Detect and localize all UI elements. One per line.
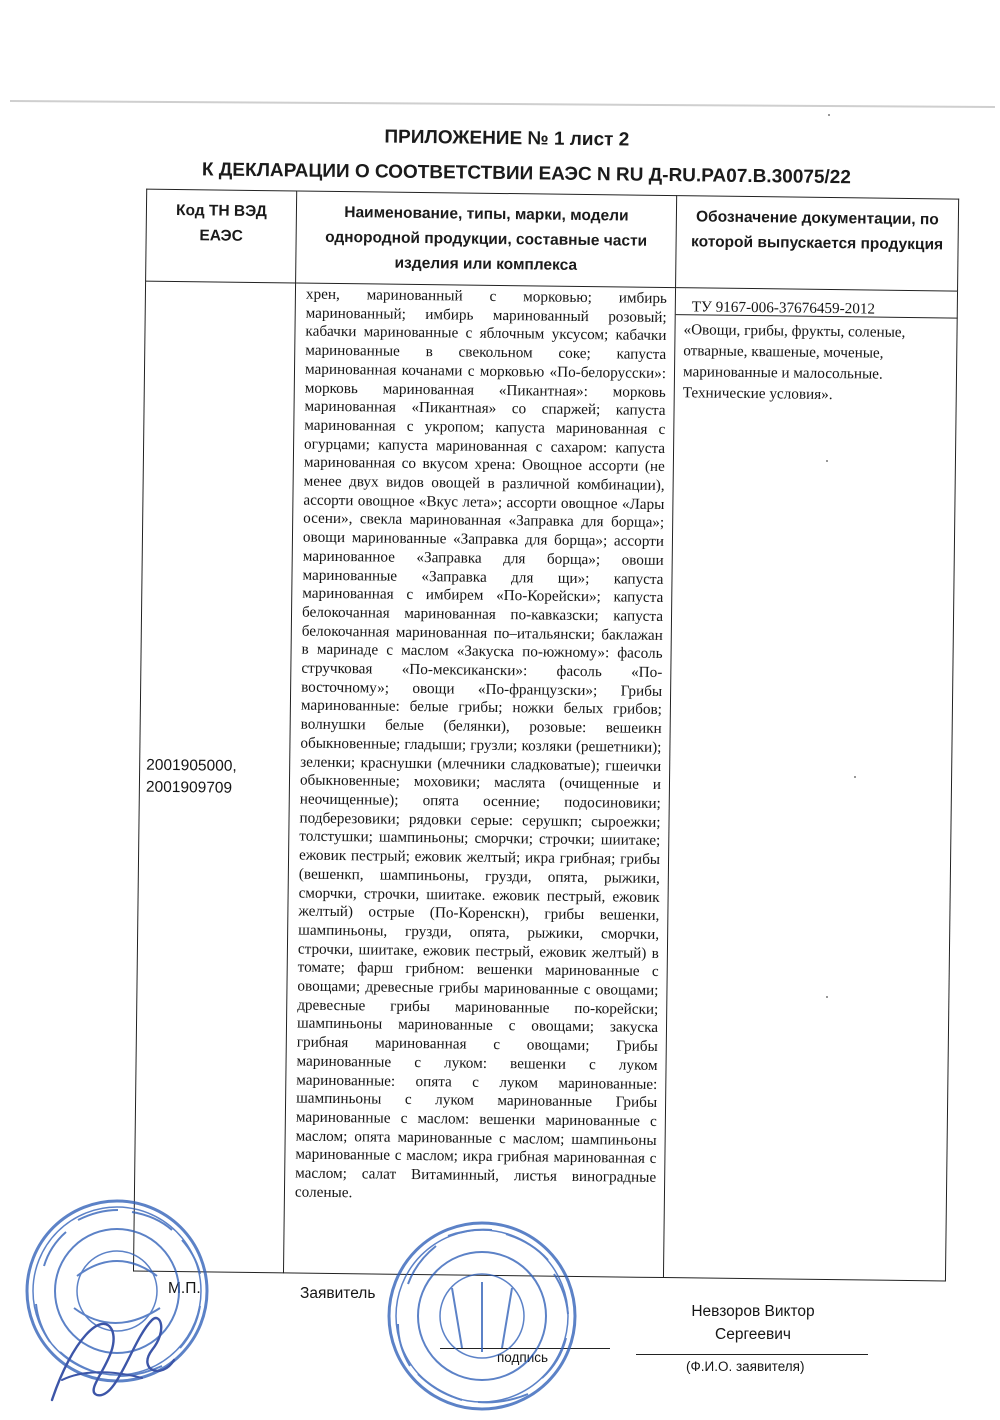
table-header-row (146, 189, 959, 291)
header-docs: Обозначение документации, по которой выпускается продукция (676, 196, 959, 291)
scan-speck (826, 460, 828, 462)
appendix-title: ПРИЛОЖЕНИЕ № 1 лист 2 (384, 126, 630, 151)
docs-content (683, 296, 951, 406)
scan-speck (828, 114, 830, 116)
entrepreneur-stamp-icon (382, 1218, 582, 1414)
table-row (133, 281, 957, 1281)
header-code: Код ТН ВЭД ЕАЭС (146, 189, 297, 283)
declaration-title: К ДЕКЛАРАЦИИ О СООТВЕТСТВИИ ЕАЭС N RU Д-RU.PA07.B.30075/22 (201, 159, 852, 189)
code-line-2: 2001909709 (145, 778, 233, 797)
signature-label: подпись (497, 1350, 549, 1365)
docs-tu-number: ТУ 9167-006-37676459-2012 (691, 298, 876, 318)
cell-docs (663, 288, 957, 1281)
applicant-name-line-1: Невзоров Виктор (691, 1303, 815, 1320)
applicant-name (658, 1300, 848, 1346)
fio-label: (Ф.И.О. заявителя) (686, 1359, 805, 1374)
fio-line (636, 1354, 868, 1355)
applicant-label: Заявитель (300, 1285, 376, 1302)
docs-description: «Овощи, грибы, фрукты, соленые, отварные, квашеные, моченые, маринованные и малосольные. Технические условия». (682, 321, 906, 404)
scan-speck (854, 776, 856, 778)
cell-code (133, 281, 295, 1273)
cell-names (283, 283, 675, 1278)
mp-label: М.П. (168, 1280, 201, 1297)
product-names-text: хрен, маринованный с морковью; имбирь маринованный; имбирь маринованный розовый; кабачки маринованные с яблочным уксусом; кабачки маринованные в свекольном соке; капуста маринованная кочанами с морковью «По-белорусски»: морковь маринованная «Пикантная»: морковь маринованная «Пикантная» со спаржей; капуста маринованная с укропом; капуста маринованная с огурцами; капуста маринованная с сахаром: капуста маринованная со вкусом хрена: Овощное ассорти (не менее двух видов овощей в различной комбинации), ассорти овощное «Вкус лета»; ассорти овощное «Лары осени», свекла маринованная «Заправка для борща»; овощи маринованные «Заправка для борща»; ассорти маринованное «Заправка для борща»; овоши маринованные «Заправка для щи»; капуста маринованная с имбирем «По-Корейски»; капуста белокочанная маринованная по-кавказски; капуста белокочанная маринованная по–итальянски; баклажан в маринаде с маслом «Закуска по-южному»: фасоль стручковая «По-мексикански»: фасоль «По-восточному»; овощи «По-французски»; Грибы маринованные: белые грибы; ножки белых грибов; волнушки белые (белянки), розовые: вешеикн обыкновенные; гладыши; грузли; козляки (решетники); зеленки; краснушки (млечники сладковатые); гшеички обыкновенные; моховики; маслята (очищенные и неочищенные); опята осенние; подосиновики; подберезовики; рядовки серые: серушкп; сыроежки; толстушки; шампиньоны; сморчки; строчки; шиитаке; ежовик пестрый; ежовик желтый; икра грибная; грибы (вешенкп, шампиньоны, грузди, опята, рыжики, сморчки, строчки, шиитаке. ежовик пестрый, ежовик желтый) острые (По-Коренскн), грибы вешенки, шампиньоны, грузди, опята, рыжики, сморчки, строчки, шиитаке, ежовик пестрый, ежовик желтый) в томате; фарш грибном: вешенки маринованные с овощами; древесные грибы маринованные с овощами; древесные грибы маринованные по-корейски; шампиньоны маринованные с овощами; закуска грибная маринованная с овощами; Грибы маринованные с луком: вешенки с луком маринованные: опята с луком маринованные: шампиньоны с луком маринованные Грибы маринованные с маслом: вешенки маринованные с маслом; опята маринованные с маслом; шампиньоны маринованные с маслом; икра грибная маринованная с маслом; салат Витаминный, листья виноградные соленые. (294, 285, 668, 1201)
code-line-1: 2001905000, (146, 756, 237, 775)
header-names: Наименование, типы, марки, модели однородной продукции, составные части изделия или комплекса (296, 191, 677, 288)
applicant-name-line-2: Сергеевич (715, 1326, 791, 1343)
scan-speck (826, 996, 828, 998)
product-table (133, 189, 959, 1282)
signature-icon (42, 1300, 182, 1410)
